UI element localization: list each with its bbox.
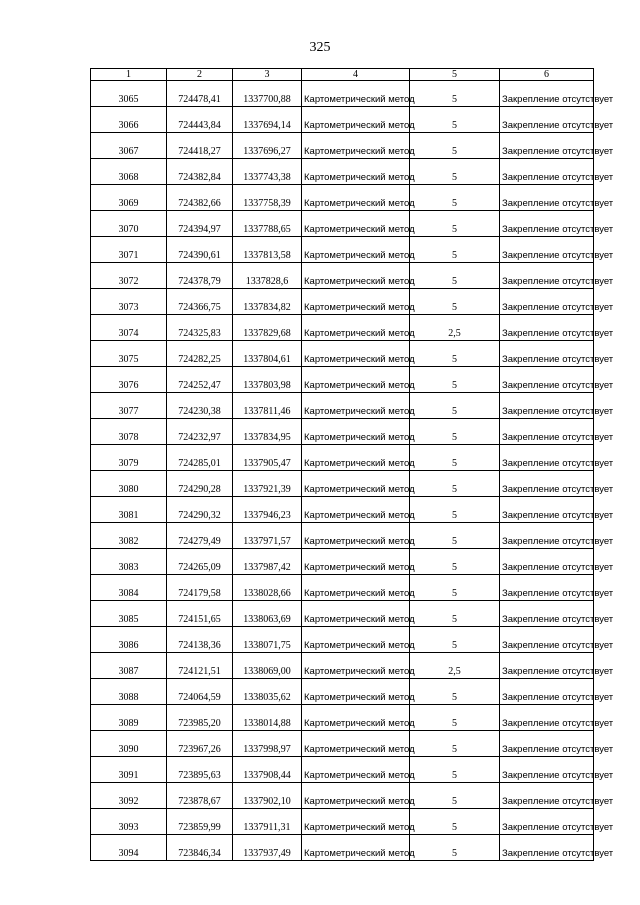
point-number-cell: 3087 xyxy=(91,653,167,679)
y-coordinate-cell: 1338063,69 xyxy=(233,601,302,627)
fixing-cell: Закрепление отсутствует xyxy=(500,471,594,497)
accuracy-cell: 5 xyxy=(410,601,500,627)
point-number-cell: 3090 xyxy=(91,731,167,757)
accuracy-cell: 5 xyxy=(410,679,500,705)
fixing-cell: Закрепление отсутствует xyxy=(500,445,594,471)
x-coordinate-cell: 723895,63 xyxy=(167,757,233,783)
y-coordinate-cell: 1337834,82 xyxy=(233,289,302,315)
table-row xyxy=(91,601,594,627)
point-number-cell: 3072 xyxy=(91,263,167,289)
method-cell: Картометрический метод xyxy=(302,81,410,107)
fixing-cell: Закрепление отсутствует xyxy=(500,159,594,185)
table-row xyxy=(91,107,594,133)
method-cell: Картометрический метод xyxy=(302,315,410,341)
point-number-cell: 3088 xyxy=(91,679,167,705)
accuracy-cell: 5 xyxy=(410,211,500,237)
header-row xyxy=(91,69,594,81)
header-cell-2: 2 xyxy=(167,69,233,81)
accuracy-cell: 5 xyxy=(410,705,500,731)
y-coordinate-cell: 1337937,49 xyxy=(233,835,302,861)
x-coordinate-cell: 724366,75 xyxy=(167,289,233,315)
accuracy-cell: 5 xyxy=(410,133,500,159)
y-coordinate-cell: 1337998,97 xyxy=(233,731,302,757)
accuracy-cell: 5 xyxy=(410,549,500,575)
y-coordinate-cell: 1337743,38 xyxy=(233,159,302,185)
x-coordinate-cell: 724378,79 xyxy=(167,263,233,289)
table-row xyxy=(91,159,594,185)
fixing-cell: Закрепление отсутствует xyxy=(500,211,594,237)
fixing-cell: Закрепление отсутствует xyxy=(500,549,594,575)
table-row xyxy=(91,263,594,289)
fixing-cell: Закрепление отсутствует xyxy=(500,419,594,445)
method-cell: Картометрический метод xyxy=(302,107,410,133)
table-row xyxy=(91,679,594,705)
method-cell: Картометрический метод xyxy=(302,237,410,263)
method-cell: Картометрический метод xyxy=(302,185,410,211)
table-row xyxy=(91,237,594,263)
accuracy-cell: 5 xyxy=(410,497,500,523)
table-row xyxy=(91,575,594,601)
method-cell: Картометрический метод xyxy=(302,679,410,705)
table-row xyxy=(91,393,594,419)
accuracy-cell: 5 xyxy=(410,835,500,861)
method-cell: Картометрический метод xyxy=(302,549,410,575)
y-coordinate-cell: 1337911,31 xyxy=(233,809,302,835)
accuracy-cell: 2,5 xyxy=(410,315,500,341)
y-coordinate-cell: 1337696,27 xyxy=(233,133,302,159)
method-cell: Картометрический метод xyxy=(302,367,410,393)
table-row xyxy=(91,809,594,835)
fixing-cell: Закрепление отсутствует xyxy=(500,679,594,705)
fixing-cell: Закрепление отсутствует xyxy=(500,133,594,159)
header-cell-5: 5 xyxy=(410,69,500,81)
y-coordinate-cell: 1338028,66 xyxy=(233,575,302,601)
table-row xyxy=(91,523,594,549)
point-number-cell: 3066 xyxy=(91,107,167,133)
point-number-cell: 3081 xyxy=(91,497,167,523)
table-row xyxy=(91,783,594,809)
table-row xyxy=(91,653,594,679)
fixing-cell: Закрепление отсутствует xyxy=(500,81,594,107)
x-coordinate-cell: 724179,58 xyxy=(167,575,233,601)
method-cell: Картометрический метод xyxy=(302,835,410,861)
accuracy-cell: 5 xyxy=(410,471,500,497)
accuracy-cell: 5 xyxy=(410,523,500,549)
table-row xyxy=(91,185,594,211)
method-cell: Картометрический метод xyxy=(302,783,410,809)
table-row xyxy=(91,731,594,757)
y-coordinate-cell: 1337946,23 xyxy=(233,497,302,523)
coordinates-table xyxy=(90,68,614,861)
method-cell: Картометрический метод xyxy=(302,809,410,835)
accuracy-cell: 5 xyxy=(410,627,500,653)
point-number-cell: 3071 xyxy=(91,237,167,263)
fixing-cell: Закрепление отсутствует xyxy=(500,367,594,393)
y-coordinate-cell: 1337905,47 xyxy=(233,445,302,471)
y-coordinate-cell: 1337971,57 xyxy=(233,523,302,549)
y-coordinate-cell: 1337803,98 xyxy=(233,367,302,393)
fixing-cell: Закрепление отсутствует xyxy=(500,783,594,809)
table-row xyxy=(91,81,594,107)
x-coordinate-cell: 724394,97 xyxy=(167,211,233,237)
y-coordinate-cell: 1337921,39 xyxy=(233,471,302,497)
accuracy-cell: 5 xyxy=(410,289,500,315)
x-coordinate-cell: 724390,61 xyxy=(167,237,233,263)
method-cell: Картометрический метод xyxy=(302,601,410,627)
y-coordinate-cell: 1337987,42 xyxy=(233,549,302,575)
point-number-cell: 3089 xyxy=(91,705,167,731)
point-number-cell: 3086 xyxy=(91,627,167,653)
x-coordinate-cell: 724382,84 xyxy=(167,159,233,185)
table-row xyxy=(91,549,594,575)
y-coordinate-cell: 1337908,44 xyxy=(233,757,302,783)
x-coordinate-cell: 724325,83 xyxy=(167,315,233,341)
point-number-cell: 3079 xyxy=(91,445,167,471)
fixing-cell: Закрепление отсутствует xyxy=(500,835,594,861)
x-coordinate-cell: 724230,38 xyxy=(167,393,233,419)
y-coordinate-cell: 1338014,88 xyxy=(233,705,302,731)
accuracy-cell: 5 xyxy=(410,731,500,757)
x-coordinate-cell: 724478,41 xyxy=(167,81,233,107)
header-cell-3: 3 xyxy=(233,69,302,81)
accuracy-cell: 5 xyxy=(410,81,500,107)
table-row xyxy=(91,757,594,783)
y-coordinate-cell: 1337694,14 xyxy=(233,107,302,133)
y-coordinate-cell: 1337804,61 xyxy=(233,341,302,367)
header-cell-6: 6 xyxy=(500,69,594,81)
method-cell: Картометрический метод xyxy=(302,705,410,731)
method-cell: Картометрический метод xyxy=(302,445,410,471)
method-cell: Картометрический метод xyxy=(302,211,410,237)
table-row xyxy=(91,705,594,731)
fixing-cell: Закрепление отсутствует xyxy=(500,627,594,653)
point-number-cell: 3082 xyxy=(91,523,167,549)
fixing-cell: Закрепление отсутствует xyxy=(500,185,594,211)
method-cell: Картометрический метод xyxy=(302,575,410,601)
x-coordinate-cell: 723846,34 xyxy=(167,835,233,861)
accuracy-cell: 5 xyxy=(410,107,500,133)
x-coordinate-cell: 723967,26 xyxy=(167,731,233,757)
accuracy-cell: 5 xyxy=(410,757,500,783)
table-row xyxy=(91,211,594,237)
x-coordinate-cell: 724138,36 xyxy=(167,627,233,653)
x-coordinate-cell: 724151,65 xyxy=(167,601,233,627)
accuracy-cell: 5 xyxy=(410,445,500,471)
fixing-cell: Закрепление отсутствует xyxy=(500,731,594,757)
fixing-cell: Закрепление отсутствует xyxy=(500,393,594,419)
x-coordinate-cell: 724064,59 xyxy=(167,679,233,705)
fixing-cell: Закрепление отсутствует xyxy=(500,315,594,341)
method-cell: Картометрический метод xyxy=(302,159,410,185)
table-row xyxy=(91,497,594,523)
point-number-cell: 3065 xyxy=(91,81,167,107)
method-cell: Картометрический метод xyxy=(302,653,410,679)
x-coordinate-cell: 724121,51 xyxy=(167,653,233,679)
method-cell: Картометрический метод xyxy=(302,731,410,757)
accuracy-cell: 5 xyxy=(410,185,500,211)
point-number-cell: 3084 xyxy=(91,575,167,601)
table-header xyxy=(91,69,594,81)
fixing-cell: Закрепление отсутствует xyxy=(500,653,594,679)
point-number-cell: 3069 xyxy=(91,185,167,211)
table-row xyxy=(91,341,594,367)
accuracy-cell: 5 xyxy=(410,263,500,289)
header-cell-1: 1 xyxy=(91,69,167,81)
table-row xyxy=(91,367,594,393)
y-coordinate-cell: 1337811,46 xyxy=(233,393,302,419)
y-coordinate-cell: 1337829,68 xyxy=(233,315,302,341)
method-cell: Картометрический метод xyxy=(302,627,410,653)
header-cell-4: 4 xyxy=(302,69,410,81)
method-cell: Картометрический метод xyxy=(302,341,410,367)
accuracy-cell: 2,5 xyxy=(410,653,500,679)
x-coordinate-cell: 723985,20 xyxy=(167,705,233,731)
point-number-cell: 3075 xyxy=(91,341,167,367)
x-coordinate-cell: 723859,99 xyxy=(167,809,233,835)
accuracy-cell: 5 xyxy=(410,809,500,835)
point-number-cell: 3077 xyxy=(91,393,167,419)
x-coordinate-cell: 724443,84 xyxy=(167,107,233,133)
fixing-cell: Закрепление отсутствует xyxy=(500,523,594,549)
y-coordinate-cell: 1337700,88 xyxy=(233,81,302,107)
fixing-cell: Закрепление отсутствует xyxy=(500,263,594,289)
accuracy-cell: 5 xyxy=(410,159,500,185)
accuracy-cell: 5 xyxy=(410,419,500,445)
accuracy-cell: 5 xyxy=(410,341,500,367)
table-row xyxy=(91,289,594,315)
table-row xyxy=(91,133,594,159)
point-number-cell: 3091 xyxy=(91,757,167,783)
fixing-cell: Закрепление отсутствует xyxy=(500,705,594,731)
table-row xyxy=(91,471,594,497)
method-cell: Картометрический метод xyxy=(302,497,410,523)
x-coordinate-cell: 724285,01 xyxy=(167,445,233,471)
x-coordinate-cell: 724232,97 xyxy=(167,419,233,445)
accuracy-cell: 5 xyxy=(410,393,500,419)
accuracy-cell: 5 xyxy=(410,575,500,601)
fixing-cell: Закрепление отсутствует xyxy=(500,289,594,315)
y-coordinate-cell: 1338071,75 xyxy=(233,627,302,653)
accuracy-cell: 5 xyxy=(410,237,500,263)
fixing-cell: Закрепление отсутствует xyxy=(500,809,594,835)
point-number-cell: 3093 xyxy=(91,809,167,835)
method-cell: Картометрический метод xyxy=(302,471,410,497)
method-cell: Картометрический метод xyxy=(302,523,410,549)
fixing-cell: Закрепление отсутствует xyxy=(500,237,594,263)
point-number-cell: 3068 xyxy=(91,159,167,185)
y-coordinate-cell: 1337834,95 xyxy=(233,419,302,445)
y-coordinate-cell: 1338035,62 xyxy=(233,679,302,705)
table-row xyxy=(91,445,594,471)
point-number-cell: 3092 xyxy=(91,783,167,809)
point-number-cell: 3076 xyxy=(91,367,167,393)
x-coordinate-cell: 724290,32 xyxy=(167,497,233,523)
y-coordinate-cell: 1337828,6 xyxy=(233,263,302,289)
y-coordinate-cell: 1337788,65 xyxy=(233,211,302,237)
x-coordinate-cell: 724418,27 xyxy=(167,133,233,159)
x-coordinate-cell: 724382,66 xyxy=(167,185,233,211)
table-row xyxy=(91,627,594,653)
fixing-cell: Закрепление отсутствует xyxy=(500,341,594,367)
table-row xyxy=(91,835,594,861)
fixing-cell: Закрепление отсутствует xyxy=(500,107,594,133)
page-number: 325 xyxy=(309,40,331,55)
point-number-cell: 3067 xyxy=(91,133,167,159)
fixing-cell: Закрепление отсутствует xyxy=(500,497,594,523)
method-cell: Картометрический метод xyxy=(302,133,410,159)
method-cell: Картометрический метод xyxy=(302,289,410,315)
y-coordinate-cell: 1338069,00 xyxy=(233,653,302,679)
point-number-cell: 3080 xyxy=(91,471,167,497)
method-cell: Картометрический метод xyxy=(302,419,410,445)
point-number-cell: 3074 xyxy=(91,315,167,341)
point-number-cell: 3085 xyxy=(91,601,167,627)
point-number-cell: 3078 xyxy=(91,419,167,445)
y-coordinate-cell: 1337813,58 xyxy=(233,237,302,263)
x-coordinate-cell: 724282,25 xyxy=(167,341,233,367)
fixing-cell: Закрепление отсутствует xyxy=(500,757,594,783)
y-coordinate-cell: 1337758,39 xyxy=(233,185,302,211)
point-number-cell: 3073 xyxy=(91,289,167,315)
method-cell: Картометрический метод xyxy=(302,393,410,419)
y-coordinate-cell: 1337902,10 xyxy=(233,783,302,809)
x-coordinate-cell: 724265,09 xyxy=(167,549,233,575)
method-cell: Картометрический метод xyxy=(302,757,410,783)
x-coordinate-cell: 724252,47 xyxy=(167,367,233,393)
method-cell: Картометрический метод xyxy=(302,263,410,289)
accuracy-cell: 5 xyxy=(410,783,500,809)
table-row xyxy=(91,315,594,341)
fixing-cell: Закрепление отсутствует xyxy=(500,601,594,627)
x-coordinate-cell: 723878,67 xyxy=(167,783,233,809)
accuracy-cell: 5 xyxy=(410,367,500,393)
point-number-cell: 3094 xyxy=(91,835,167,861)
point-number-cell: 3083 xyxy=(91,549,167,575)
table-body xyxy=(91,81,614,861)
fixing-cell: Закрепление отсутствует xyxy=(500,575,594,601)
x-coordinate-cell: 724290,28 xyxy=(167,471,233,497)
point-number-cell: 3070 xyxy=(91,211,167,237)
x-coordinate-cell: 724279,49 xyxy=(167,523,233,549)
table-row xyxy=(91,419,594,445)
